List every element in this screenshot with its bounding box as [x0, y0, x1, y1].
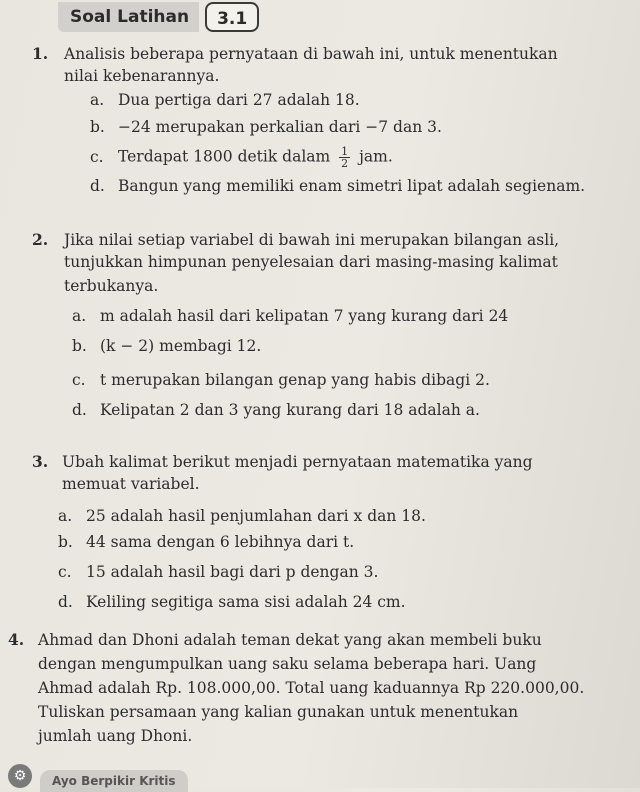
item-label: c. — [72, 371, 86, 389]
item-text: m adalah hasil dari kelipatan 7 yang kurang dari 24 — [100, 307, 509, 325]
exercise-header — [58, 2, 259, 32]
item-text: 44 sama dengan 6 lebihnya dari t. — [86, 533, 355, 551]
item-label: a. — [58, 507, 73, 525]
item-label: d. — [72, 401, 87, 419]
question-4 — [8, 630, 638, 755]
item-label: b. — [72, 337, 87, 355]
list-item — [90, 90, 360, 110]
list-item — [90, 117, 442, 137]
question-text-line: nilai kebenarannya. — [64, 67, 220, 85]
question-text-line: Tuliskan persamaan yang kalian gunakan untuk menentukan — [38, 703, 519, 721]
question-text-line: memuat variabel. — [62, 475, 200, 493]
item-text: Dua pertiga dari 27 adalah 18. — [118, 91, 360, 109]
list-item — [58, 532, 354, 552]
exercise-title: Soal Latihan — [58, 2, 199, 32]
item-label: a. — [90, 91, 105, 109]
item-label: c. — [58, 563, 72, 581]
list-item — [58, 506, 426, 526]
list-item — [72, 306, 508, 326]
item-label: b. — [58, 533, 73, 551]
question-number: 1. — [32, 44, 49, 63]
question-text-line: tunjukkan himpunan penyelesaian dari masing-masing kalimat — [64, 253, 558, 271]
question-number: 4. — [8, 630, 25, 649]
item-label: a. — [72, 307, 87, 325]
item-label: d. — [58, 593, 73, 611]
item-text: (k − 2) membagi 12. — [100, 337, 262, 355]
question-1 — [32, 44, 632, 204]
list-item — [72, 400, 480, 420]
question-text-line: Ahmad adalah Rp. 108.000,00. Total uang kaduannya Rp 220.000,00. — [38, 679, 585, 697]
fraction-numerator: 1 — [341, 145, 349, 158]
fraction — [339, 146, 350, 169]
item-label: c. — [90, 147, 104, 166]
item-text: 15 adalah hasil bagi dari p dengan 3. — [86, 563, 379, 581]
question-text-line: Analisis beberapa pernyataan di bawah ini, untuk menentukan — [64, 45, 558, 63]
exercise-number: 3.1 — [205, 2, 259, 32]
question-text-line: terbukanya. — [64, 277, 159, 295]
question-text-line: dengan mengumpulkan uang saku selama beberapa hari. Uang — [38, 655, 537, 673]
question-text-line: Ahmad dan Dhoni adalah teman dekat yang akan membeli buku — [38, 631, 542, 649]
gear-icon: ⚙ — [8, 764, 32, 788]
question-text-line: Ubah kalimat berikut menjadi pernyataan matematika yang — [62, 453, 533, 471]
question-text-line: jumlah uang Dhoni. — [38, 727, 193, 745]
item-text: Keliling segitiga sama sisi adalah 24 cm. — [86, 593, 406, 611]
fraction-denominator: 2 — [341, 157, 349, 170]
question-number: 2. — [32, 230, 49, 249]
question-text-line: Jika nilai setiap variabel di bawah ini merupakan bilangan asli, — [64, 231, 560, 249]
item-label: d. — [90, 177, 105, 195]
list-item — [90, 176, 585, 196]
item-label: b. — [90, 118, 105, 136]
question-3 — [32, 452, 632, 622]
list-item — [72, 370, 490, 390]
list-item — [58, 562, 378, 582]
item-text: −24 merupakan perkalian dari −7 dan 3. — [118, 118, 442, 136]
item-text: 25 adalah hasil penjumlahan dari x dan 18. — [86, 507, 426, 525]
item-text: Bangun yang memiliki enam simetri lipat adalah segienam. — [118, 177, 586, 195]
list-item — [90, 146, 393, 169]
item-text: Terdapat 1800 detik dalam — [118, 147, 331, 166]
question-2 — [32, 230, 632, 430]
list-item — [72, 336, 261, 356]
question-number: 3. — [32, 452, 49, 471]
item-text: Kelipatan 2 dan 3 yang kurang dari 18 adalah a. — [100, 401, 480, 419]
list-item — [58, 592, 406, 612]
item-text: t merupakan bilangan genap yang habis dibagi 2. — [100, 371, 490, 389]
footer-label: Ayo Berpikir Kritis — [40, 770, 188, 792]
item-text: jam. — [359, 147, 393, 166]
